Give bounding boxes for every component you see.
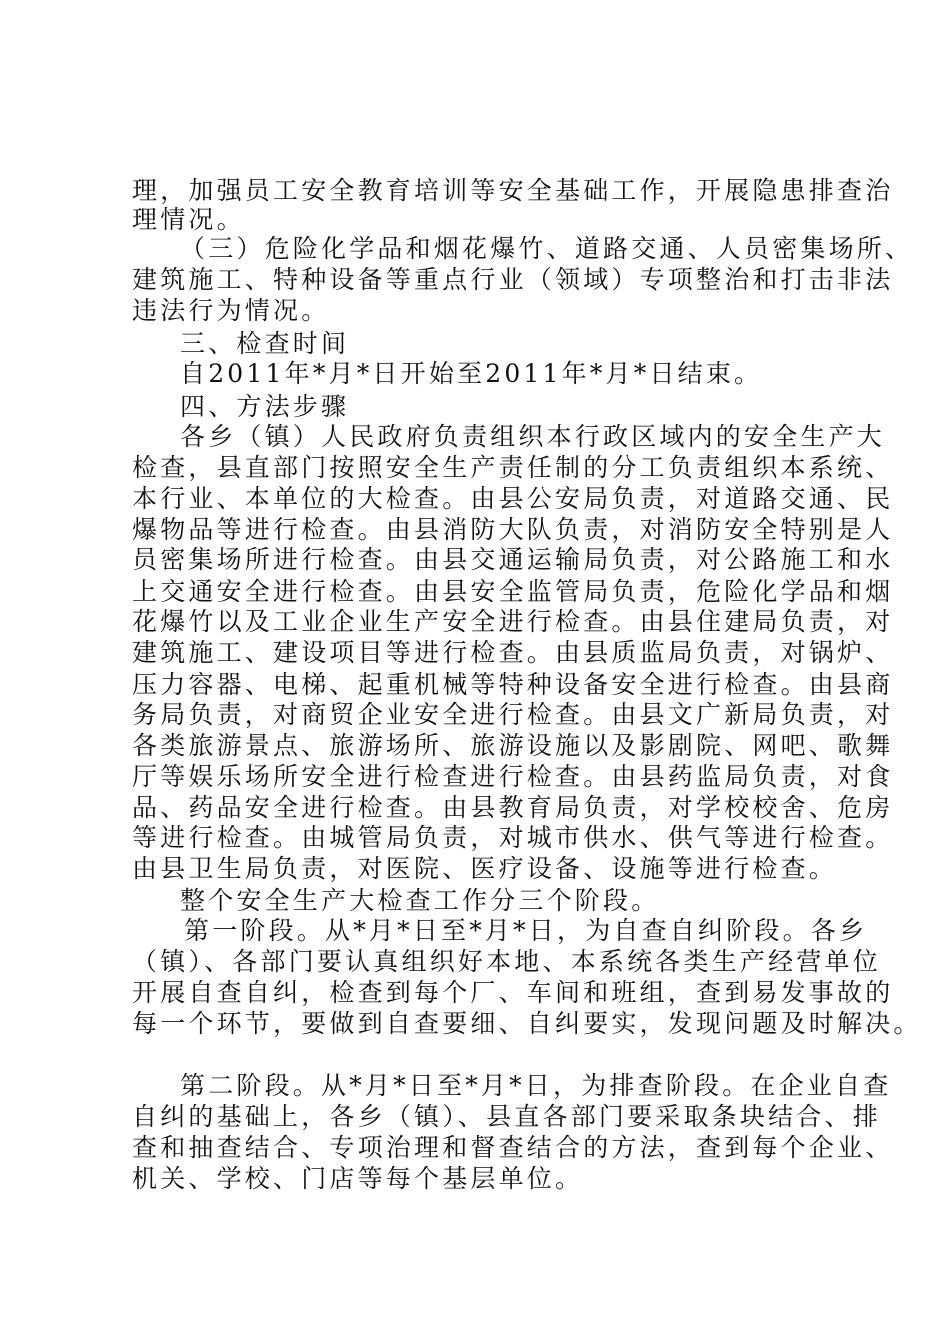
- text-line: 第二阶段。从*月*日至*月*日，为排查阶段。在企业自查: [180, 1071, 892, 1100]
- text-line: 自纠的基础上，各乡（镇）、县直各部门要采取条块结合、排: [132, 1102, 881, 1131]
- text-line: 各乡（镇）人民政府负责组织本行政区域内的安全生产大: [180, 422, 886, 451]
- text-line: 建筑施工、特种设备等重点行业（领域）专项整治和打击非法: [132, 265, 894, 294]
- text-line: 理，加强员工安全教育培训等安全基础工作，开展隐患排查治: [132, 176, 894, 205]
- text-line: 自2011年*月*日开始至2011年*月*日结束。: [180, 359, 763, 388]
- text-line: 每一个环节，要做到自查要细、自纠要实，发现问题及时解决。: [132, 1009, 922, 1038]
- text-line: 等进行检查。由城管局负责，对城市供水、供气等进行检查。: [132, 823, 894, 852]
- text-line: 查和抽查结合、专项治理和督查结合的方法，查到每个企业、: [132, 1133, 894, 1162]
- text-line: 本行业、本单位的大检查。由县公安局负责，对道路交通、民: [132, 484, 894, 513]
- text-line: 各类旅游景点、旅游场所、旅游设施以及影剧院、网吧、歌舞: [132, 731, 894, 760]
- text-line: （镇）、各部门要认真组织好本地、本系统各类生产经营单位: [132, 947, 881, 976]
- text-line: 整个安全生产大检查工作分三个阶段。: [180, 886, 660, 915]
- text-line: 理情况。: [132, 205, 245, 234]
- text-line: 员密集场所进行检查。由县交通运输局负责，对公路施工和水: [132, 545, 894, 574]
- section-heading: 三、检查时间: [180, 329, 350, 358]
- text-line: 爆物品等进行检查。由县消防大队负责，对消防安全特别是人: [132, 515, 894, 544]
- text-line: 机关、学校、门店等每个基层单位。: [132, 1164, 584, 1193]
- text-line: 厅等娱乐场所安全进行检查进行检查。由县药监局负责，对食: [132, 762, 894, 791]
- text-line: 上交通安全进行检查。由县安全监管局负责，危险化学品和烟: [132, 577, 894, 606]
- text-line: 开展自查自纠，检查到每个厂、车间和班组，查到易发事故的: [132, 978, 894, 1007]
- text-line: 违法行为情况。: [132, 296, 330, 325]
- text-line: 检查，县直部门按照安全生产责任制的分工负责组织本系统、: [132, 453, 894, 482]
- section-heading: 四、方法步骤: [180, 392, 350, 421]
- text-line: 由县卫生局负责，对医院、医疗设备、设施等进行检查。: [132, 854, 838, 883]
- text-line: 花爆竹以及工业企业生产安全进行检查。由县住建局负责，对: [132, 607, 894, 636]
- text-line: 建筑施工、建设项目等进行检查。由县质监局负责，对锅炉、: [132, 638, 894, 667]
- text-line: 品、药品安全进行检查。由县教育局负责，对学校校舍、危房: [132, 793, 894, 822]
- text-line: 第一阶段。从*月*日至*月*日，为自查自纠阶段。各乡: [184, 916, 868, 945]
- text-line: 务局负责，对商贸企业安全进行检查。由县文广新局负责，对: [132, 700, 894, 729]
- text-line: 压力容器、电梯、起重机械等特种设备安全进行检查。由县商: [132, 670, 894, 699]
- text-line: （三）危险化学品和烟花爆竹、道路交通、人员密集场所、: [180, 234, 914, 263]
